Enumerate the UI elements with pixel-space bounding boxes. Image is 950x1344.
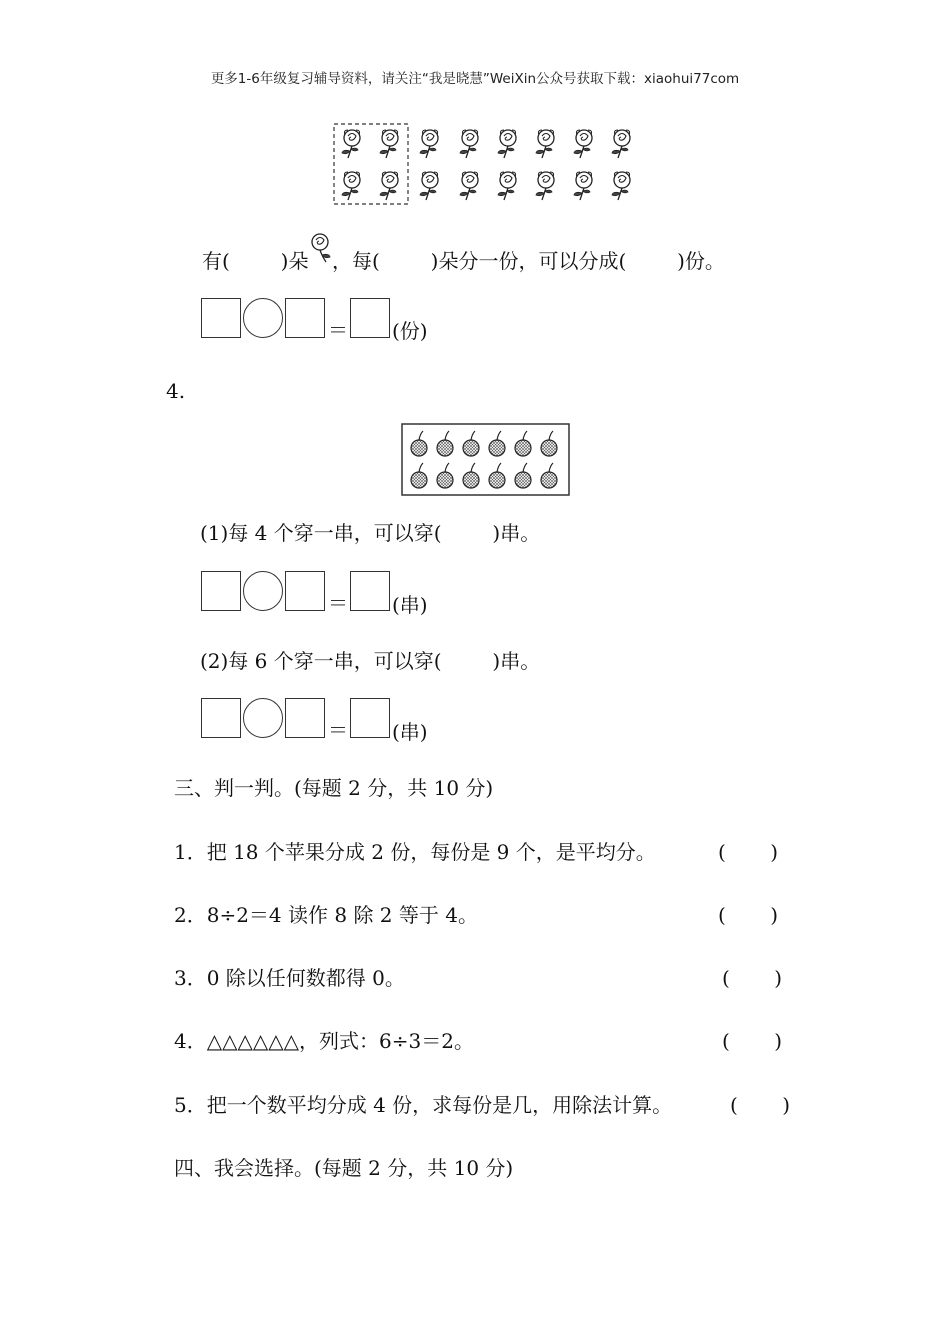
- operator-circle[interactable]: [243, 571, 283, 611]
- answer-box[interactable]: [201, 698, 241, 738]
- page-header: 更多1-6年级复习辅导资料，请关注“我是晓慧”WeiXin公众号获取下载：xiaohui77com: [210, 71, 740, 87]
- equals-sign: ＝: [328, 591, 348, 615]
- rose-icon: [306, 232, 334, 268]
- answer-box[interactable]: [350, 298, 390, 338]
- q4-part1-text: (1)每 4 个穿一串，可以穿( )串。: [200, 521, 541, 545]
- operator-circle[interactable]: [243, 298, 283, 338]
- flowers-picture: [330, 122, 650, 208]
- answer-box[interactable]: [285, 298, 325, 338]
- cherry-icon: [411, 431, 557, 488]
- judge-item: 1．把 18 个苹果分成 2 份，每份是 9 个，是平均分。: [174, 840, 656, 864]
- answer-parentheses[interactable]: ( ): [718, 840, 779, 864]
- answer-parentheses[interactable]: ( ): [722, 966, 783, 990]
- q4-part2-text: (2)每 6 个穿一串，可以穿( )串。: [200, 649, 541, 673]
- judge-item: 2．8÷2＝4 读作 8 除 2 等于 4。: [174, 903, 478, 927]
- rose-icon: [342, 130, 630, 200]
- unit-label: (串): [392, 593, 428, 617]
- answer-box[interactable]: [201, 298, 241, 338]
- judge-item: 3．0 除以任何数都得 0。: [174, 966, 405, 990]
- judge-item: 4．△△△△△△，列式：6÷3＝2。: [174, 1029, 474, 1053]
- answer-box[interactable]: [285, 571, 325, 611]
- operator-circle[interactable]: [243, 698, 283, 738]
- section4-title: 四、我会选择。(每题 2 分，共 10 分): [174, 1156, 514, 1180]
- answer-box[interactable]: [350, 698, 390, 738]
- equals-sign: ＝: [328, 318, 348, 342]
- unit-label: (份): [392, 319, 428, 343]
- q3-sentence-end: ，每( )朵分一份，可以分成( )份。: [332, 249, 725, 273]
- judge-item: 5．把一个数平均分成 4 份，求每份是几，用除法计算。: [174, 1093, 673, 1117]
- cherries-picture: [401, 423, 571, 497]
- answer-box[interactable]: [285, 698, 325, 738]
- section3-title: 三、判一判。(每题 2 分，共 10 分): [174, 776, 494, 800]
- answer-box[interactable]: [201, 571, 241, 611]
- answer-parentheses[interactable]: ( ): [730, 1093, 791, 1117]
- q3-sentence-start: 有( )朵: [202, 249, 309, 273]
- equals-sign: ＝: [328, 718, 348, 742]
- answer-parentheses[interactable]: ( ): [722, 1029, 783, 1053]
- answer-box[interactable]: [350, 571, 390, 611]
- question-number: 4.: [166, 379, 186, 403]
- answer-parentheses[interactable]: ( ): [718, 903, 779, 927]
- unit-label: (串): [392, 720, 428, 744]
